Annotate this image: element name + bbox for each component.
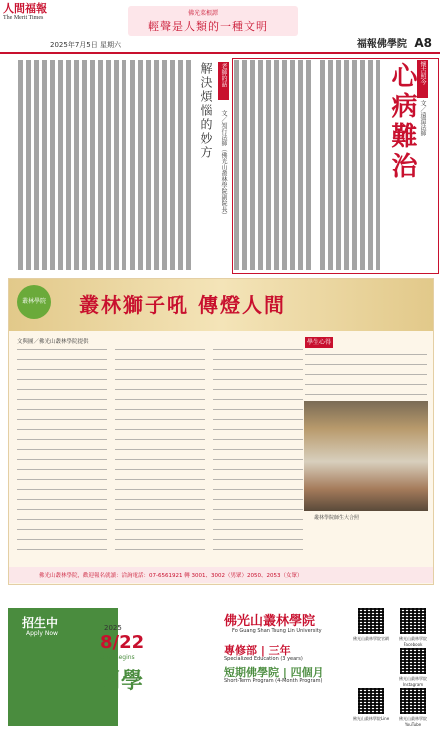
enroll-label: 招生中 (22, 616, 59, 630)
section-title (357, 35, 432, 50)
article-right-title: 心病難治 (387, 62, 417, 182)
banner-byline: 文與圖／佛光山叢林學院提供 (17, 339, 89, 345)
article-left-title: 解決煩惱的妙方 (199, 62, 213, 160)
qr-label-instagram: 佛光山叢林學院Instagram (399, 676, 427, 687)
program-1: 專修部 | 三年 (224, 644, 291, 657)
qr-label-line: 佛光山叢林學院Line (352, 716, 390, 721)
tile-title: 學生心得 (306, 339, 331, 346)
banner-footer-text: 佛光山叢林學院，歡迎報名就讀：洽詢電話：07-6561921 轉 3001、3002（男眾）2050、2053（女眾） (39, 573, 303, 579)
logo[interactable] (3, 2, 51, 35)
feature-banner (8, 278, 434, 585)
logo-cn: 人間福報 (3, 2, 47, 15)
banner-footer (9, 567, 433, 583)
article-left-text-1 (130, 60, 192, 270)
masthead (0, 0, 440, 53)
qr-label-facebook: 佛光山叢林學院Facebook (399, 636, 427, 647)
ad-year: 2025 (104, 624, 122, 632)
article-left-label: 老師的話 (218, 62, 229, 100)
qr-label-website: 佛光山叢林學院官網 (353, 636, 389, 641)
enrollment-ad[interactable] (0, 598, 440, 735)
article-right-byline: 文／遠還法師 (419, 100, 426, 136)
logo-en: The Merit Times (3, 15, 44, 21)
slogan-tag: 佛光菜根譚 (188, 10, 219, 17)
banner-logo: 叢林學院 (17, 285, 51, 319)
ad-school-en: Fo Guang Shan Tsung Lin University (232, 628, 322, 634)
header-divider (0, 52, 440, 54)
ad-open: 開學 (98, 669, 145, 694)
issue-date: 2025年7月5日 星期六 (50, 41, 121, 49)
article-left-byline: 文／知行法師（佛光山叢林學院副院長） (220, 110, 227, 218)
qr-code-website[interactable] (358, 608, 384, 634)
ad-school: 佛光山叢林學院 (224, 614, 316, 629)
banner-title: 叢林獅子吼 傳燈人間 (79, 293, 286, 317)
qr-code-line[interactable] (358, 688, 384, 714)
ad-term: Term Begins (98, 654, 135, 661)
group-photo (304, 401, 428, 511)
program-2-en: Short-Term Program (4-Month Program) (224, 678, 323, 684)
article-left-text-2 (18, 60, 126, 270)
qr-code-facebook[interactable] (400, 608, 426, 634)
article-right-label: 懷古照今 (417, 60, 428, 98)
enroll-label-en: Apply Now (26, 630, 58, 637)
qr-code-youtube[interactable] (400, 688, 426, 714)
qr-code-instagram[interactable] (400, 648, 426, 674)
article-right-frame (232, 58, 439, 274)
page-number: A8 (414, 36, 432, 50)
section-name: 福報佛學院 (356, 39, 407, 50)
program-1-en: Specialized Education (3 years) (224, 656, 303, 662)
program-2: 短期佛學院 | 四個月 (224, 666, 324, 679)
photo-caption: 叢林學院師生大合照 (314, 515, 360, 521)
banner-header (9, 279, 433, 331)
ad-date: 8/22 (100, 632, 145, 653)
slogan-box (128, 6, 298, 36)
qr-label-youtube: 佛光山叢林學院YouTube (399, 716, 427, 727)
slogan: 輕聲是人類的一種文明 (148, 20, 268, 33)
